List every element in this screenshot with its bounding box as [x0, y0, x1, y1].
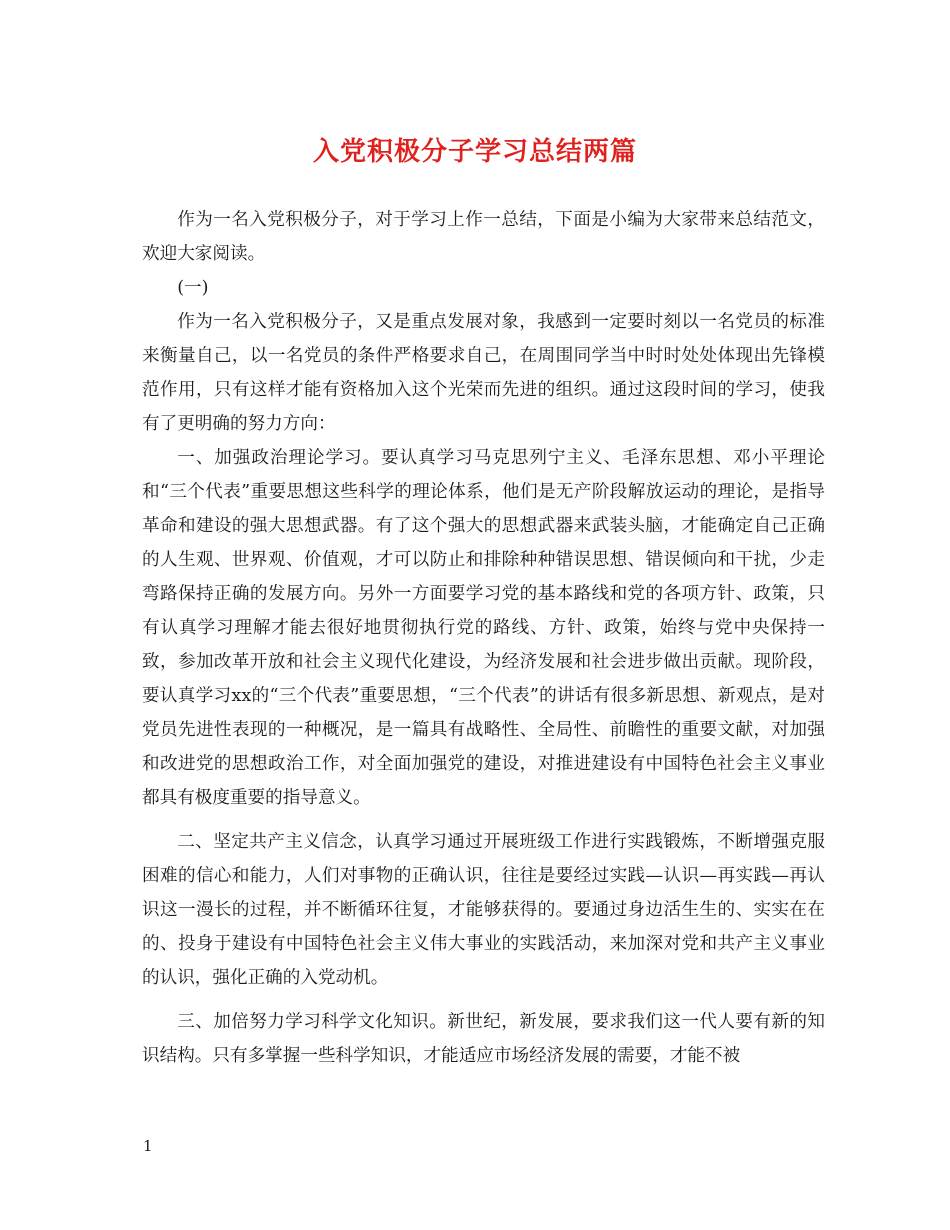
- section-marker: (一): [177, 278, 209, 298]
- intro-paragraph: 作为一名入党积极分子，对于学习上作一总结，下面是小编为大家带来总结范文，欢迎大家阅读。: [142, 210, 825, 264]
- body-paragraph: 作为一名入党积极分子，又是重点发展对象，我感到一定要时刻以一名党员的标准来衡量自己，以一名党员的条件严格要求自己，在周围同学当中时时处处体现出先锋模范作用，只有这样才能有资格加入这个光荣而先进的组织。通过这段时间的学习，使我有了更明确的努力方向：: [142, 312, 825, 434]
- body-paragraph: 三、加倍努力学习科学文化知识。新世纪，新发展，要求我们这一代人要有新的知识结构。只有多掌握一些科学知识，才能适应市场经济发展的需要，才能不被: [142, 1012, 825, 1066]
- document-title: 入党积极分子学习总结两篇: [312, 137, 637, 167]
- document-body: [142, 203, 825, 1073]
- body-paragraph: 二、坚定共产主义信念，认真学习通过开展班级工作进行实践锻炼，不断增强克服困难的信心和能力，人们对事物的正确认识，往往是要经过实践—认识—再实践—再认识这一漫长的过程，并不断循环往复，才能够获得的。要通过身边活生生的、实实在在的、投身于建设有中国特色社会主义伟大事业的实践活动，来加深对党和共产主义事业的认识，强化正确的入党动机。: [142, 832, 825, 988]
- body-paragraph: 一、加强政治理论学习。要认真学习马克思列宁主义、毛泽东思想、邓小平理论和“三个代表”重要思想这些科学的理论体系，他们是无产阶段解放运动的理论，是指导革命和建设的强大思想武器。有了这个强大的思想武器来武装头脑，才能确定自己正确的人生观、世界观、价值观，才可以防止和排除种种错误思想、错误倾向和干扰，少走弯路保持正确的发展方向。另外一方面要学习党的基本路线和党的各项方针、政策，只有认真学习理解才能去很好地贯彻执行党的路线、方针、政策，始终与党中央保持一致，参加改革开放和社会主义现代化建设，为经济发展和社会进步做出贡献。现阶段，要认真学习xx的“三个代表”重要思想，“三个代表”的讲话有很多新思想、新观点，是对党员先进性表现的一种概况，是一篇具有战略性、全局性、前瞻性的重要文献，对加强和改进党的思想政治工作，对全面加强党的建设，对推进建设有中国特色社会主义事业都具有极度重要的指导意义。: [142, 448, 825, 808]
- page-number: 1: [143, 1137, 153, 1155]
